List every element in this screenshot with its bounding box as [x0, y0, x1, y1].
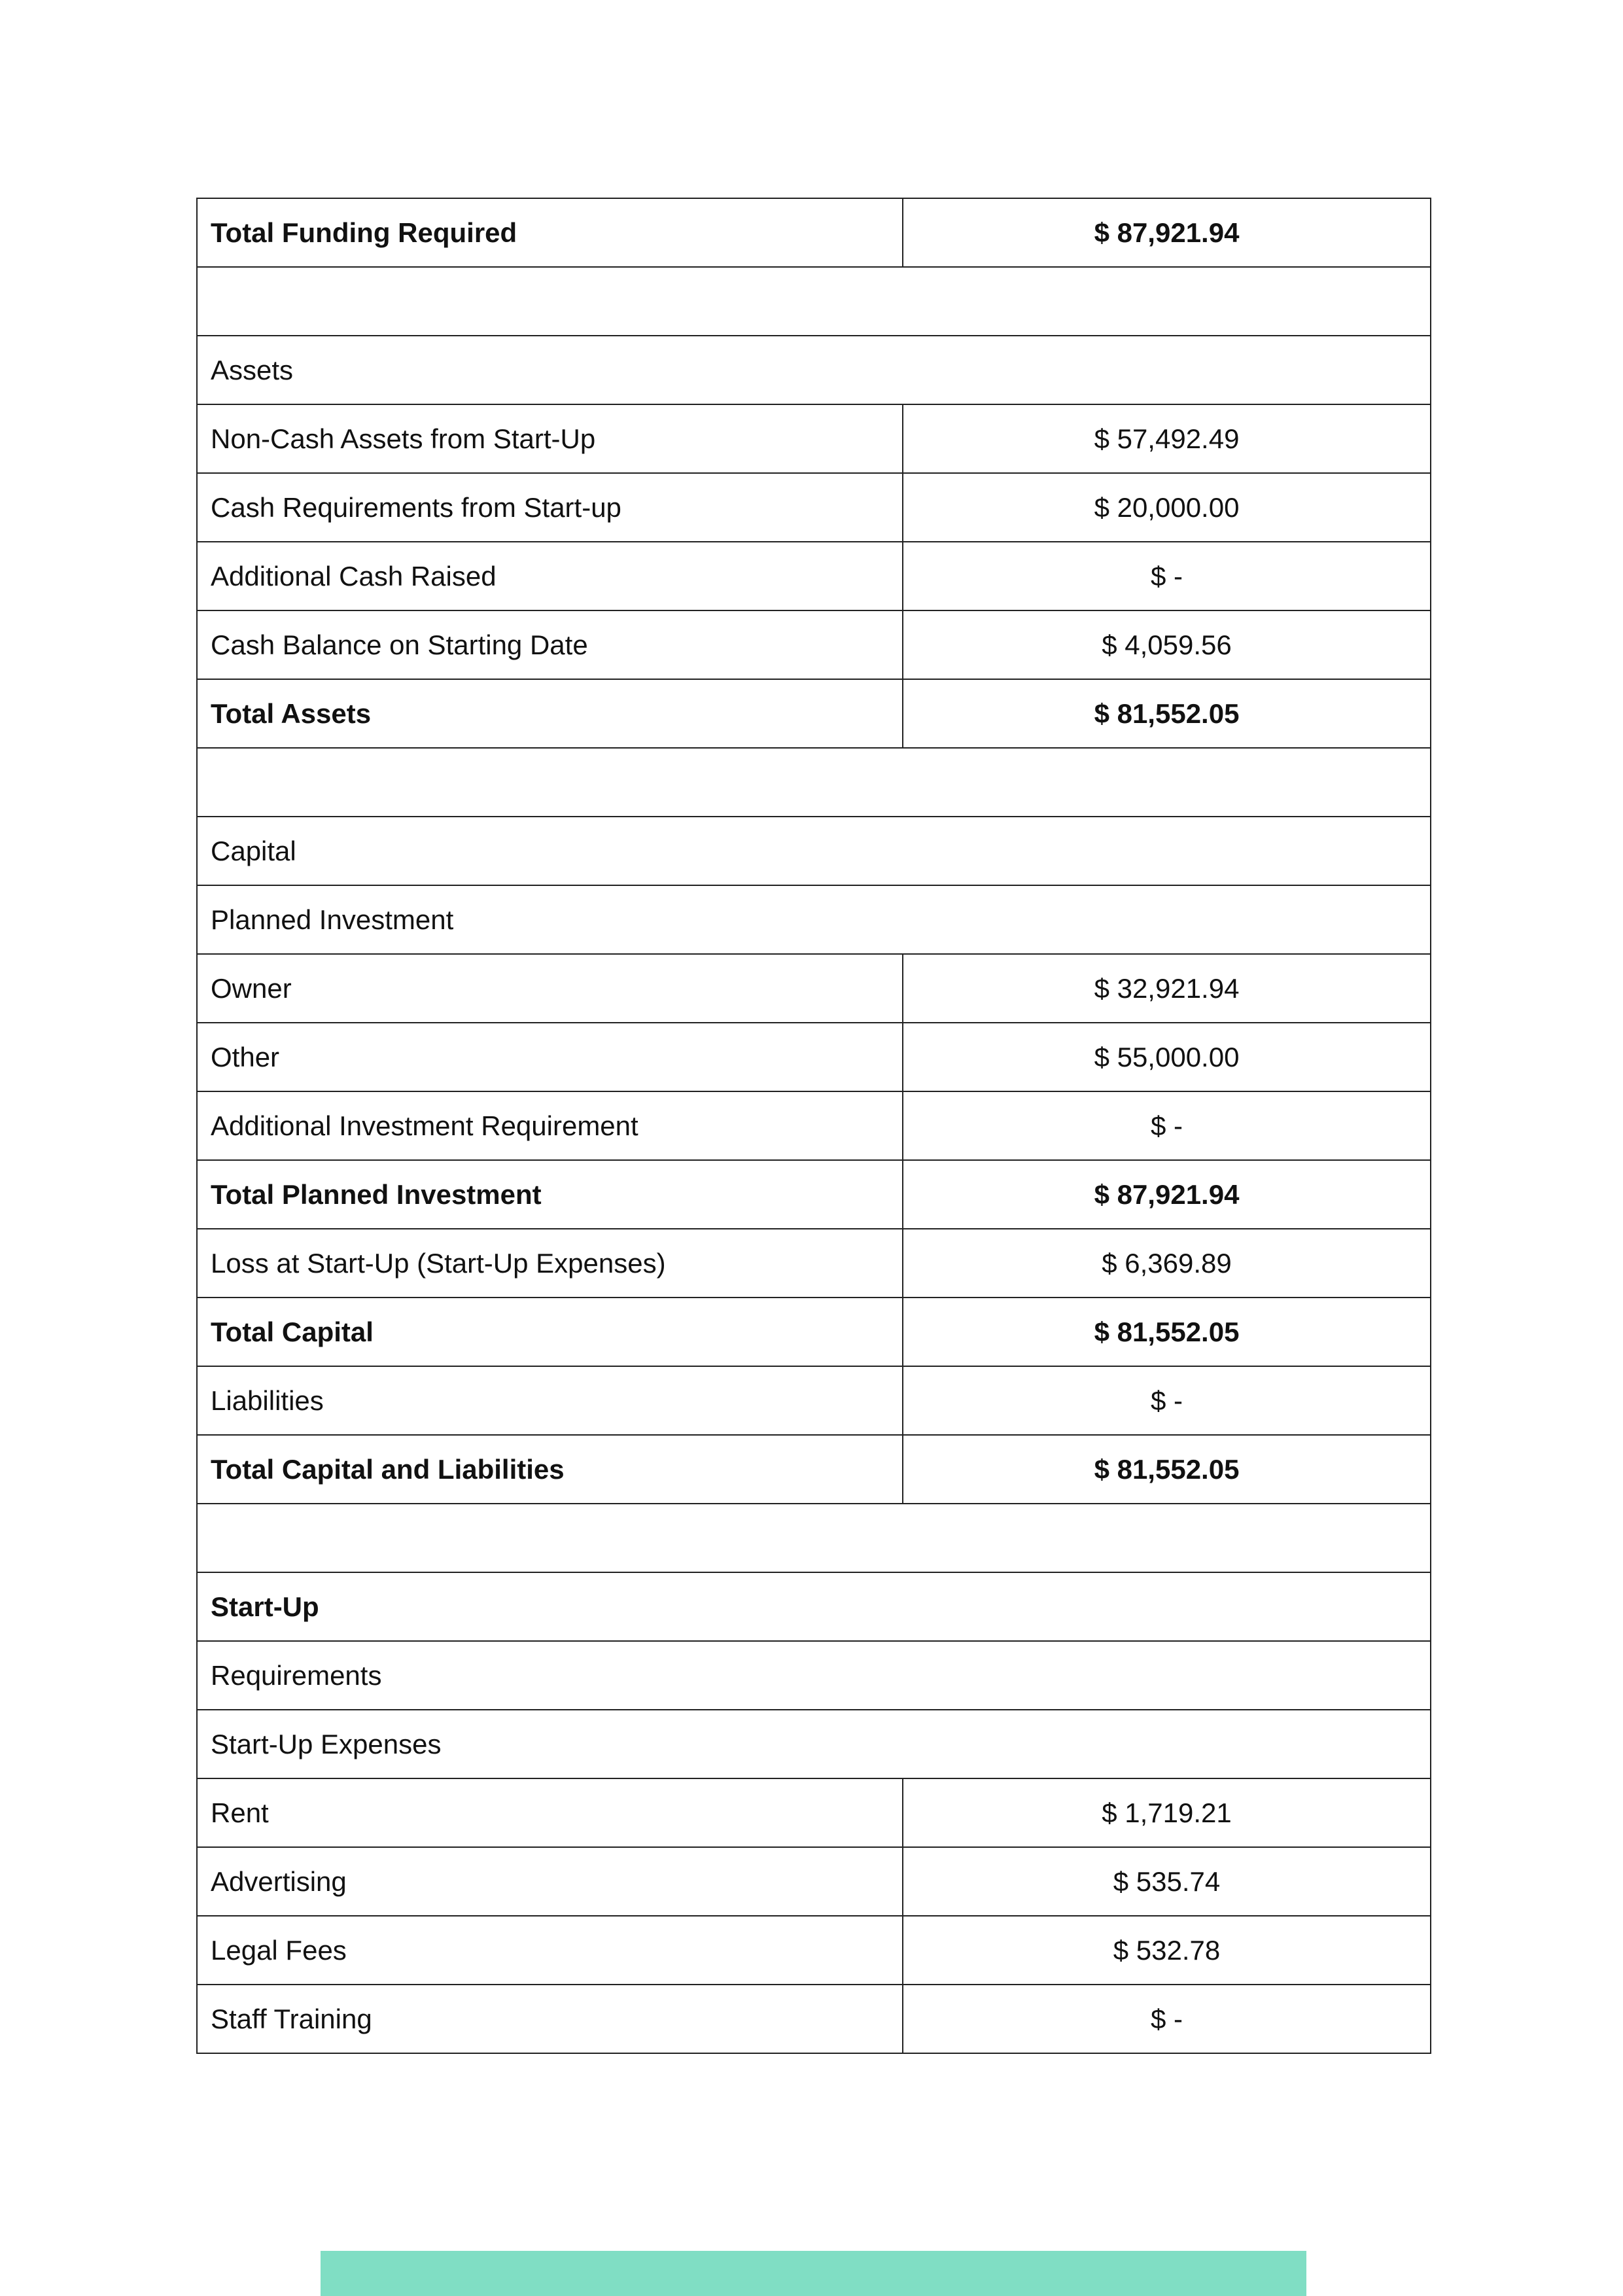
row-label: Loss at Start-Up (Start-Up Expenses) [197, 1229, 903, 1298]
row-value: $ 55,000.00 [903, 1023, 1431, 1091]
table-row [197, 336, 1431, 404]
table-row [197, 954, 1431, 1023]
row-label: Staff Training [197, 1985, 903, 2053]
row-label [197, 1504, 1431, 1572]
row-label: Cash Requirements from Start-up [197, 473, 903, 542]
row-value: $ 532.78 [903, 1916, 1431, 1985]
table-row [197, 679, 1431, 748]
row-value: $ 81,552.05 [903, 1298, 1431, 1366]
row-value: $ 57,492.49 [903, 404, 1431, 473]
row-label: Planned Investment [197, 885, 1431, 954]
table-row [197, 1229, 1431, 1298]
table-row [197, 1778, 1431, 1847]
table-row [197, 1710, 1431, 1778]
row-label: Total Capital [197, 1298, 903, 1366]
table-row [197, 1160, 1431, 1229]
footer-accent-bar [321, 2251, 1306, 2296]
row-value: $ 87,921.94 [903, 1160, 1431, 1229]
row-label: Total Assets [197, 679, 903, 748]
row-value: $ 87,921.94 [903, 198, 1431, 267]
row-value: $ 4,059.56 [903, 610, 1431, 679]
table-row [197, 885, 1431, 954]
row-value: $ 81,552.05 [903, 679, 1431, 748]
row-label: Start-Up [197, 1572, 1431, 1641]
table-row [197, 473, 1431, 542]
row-value: $ 81,552.05 [903, 1435, 1431, 1504]
table-row [197, 1985, 1431, 2053]
row-label: Additional Cash Raised [197, 542, 903, 610]
row-label: Rent [197, 1778, 903, 1847]
row-label: Capital [197, 817, 1431, 885]
table-row [197, 1504, 1431, 1572]
row-label [197, 748, 1431, 817]
table-row [197, 1023, 1431, 1091]
table-row [197, 1435, 1431, 1504]
row-label: Owner [197, 954, 903, 1023]
table-row [197, 1847, 1431, 1916]
row-value: $ 1,719.21 [903, 1778, 1431, 1847]
row-value: $ 535.74 [903, 1847, 1431, 1916]
table-row [197, 404, 1431, 473]
row-value: $ 6,369.89 [903, 1229, 1431, 1298]
row-value: $ 32,921.94 [903, 954, 1431, 1023]
row-label: Total Funding Required [197, 198, 903, 267]
table-row [197, 610, 1431, 679]
row-label: Non-Cash Assets from Start-Up [197, 404, 903, 473]
table-row [197, 267, 1431, 336]
row-label: Other [197, 1023, 903, 1091]
funding-table [196, 198, 1431, 2054]
funding-table-body [197, 198, 1431, 2053]
table-row [197, 1091, 1431, 1160]
row-label: Advertising [197, 1847, 903, 1916]
row-value: $ - [903, 542, 1431, 610]
row-label: Assets [197, 336, 1431, 404]
row-label: Additional Investment Requirement [197, 1091, 903, 1160]
table-row [197, 1298, 1431, 1366]
row-value: $ 20,000.00 [903, 473, 1431, 542]
table-row [197, 748, 1431, 817]
table-row [197, 1916, 1431, 1985]
row-label: Requirements [197, 1641, 1431, 1710]
row-label [197, 267, 1431, 336]
row-value: $ - [903, 1091, 1431, 1160]
row-label: Cash Balance on Starting Date [197, 610, 903, 679]
table-row [197, 817, 1431, 885]
row-value: $ - [903, 1985, 1431, 2053]
table-row [197, 1572, 1431, 1641]
table-row [197, 1366, 1431, 1435]
table-row [197, 1641, 1431, 1710]
row-label: Start-Up Expenses [197, 1710, 1431, 1778]
row-label: Total Capital and Liabilities [197, 1435, 903, 1504]
row-label: Legal Fees [197, 1916, 903, 1985]
table-row [197, 542, 1431, 610]
row-value: $ - [903, 1366, 1431, 1435]
row-label: Total Planned Investment [197, 1160, 903, 1229]
table-row [197, 198, 1431, 267]
row-label: Liabilities [197, 1366, 903, 1435]
